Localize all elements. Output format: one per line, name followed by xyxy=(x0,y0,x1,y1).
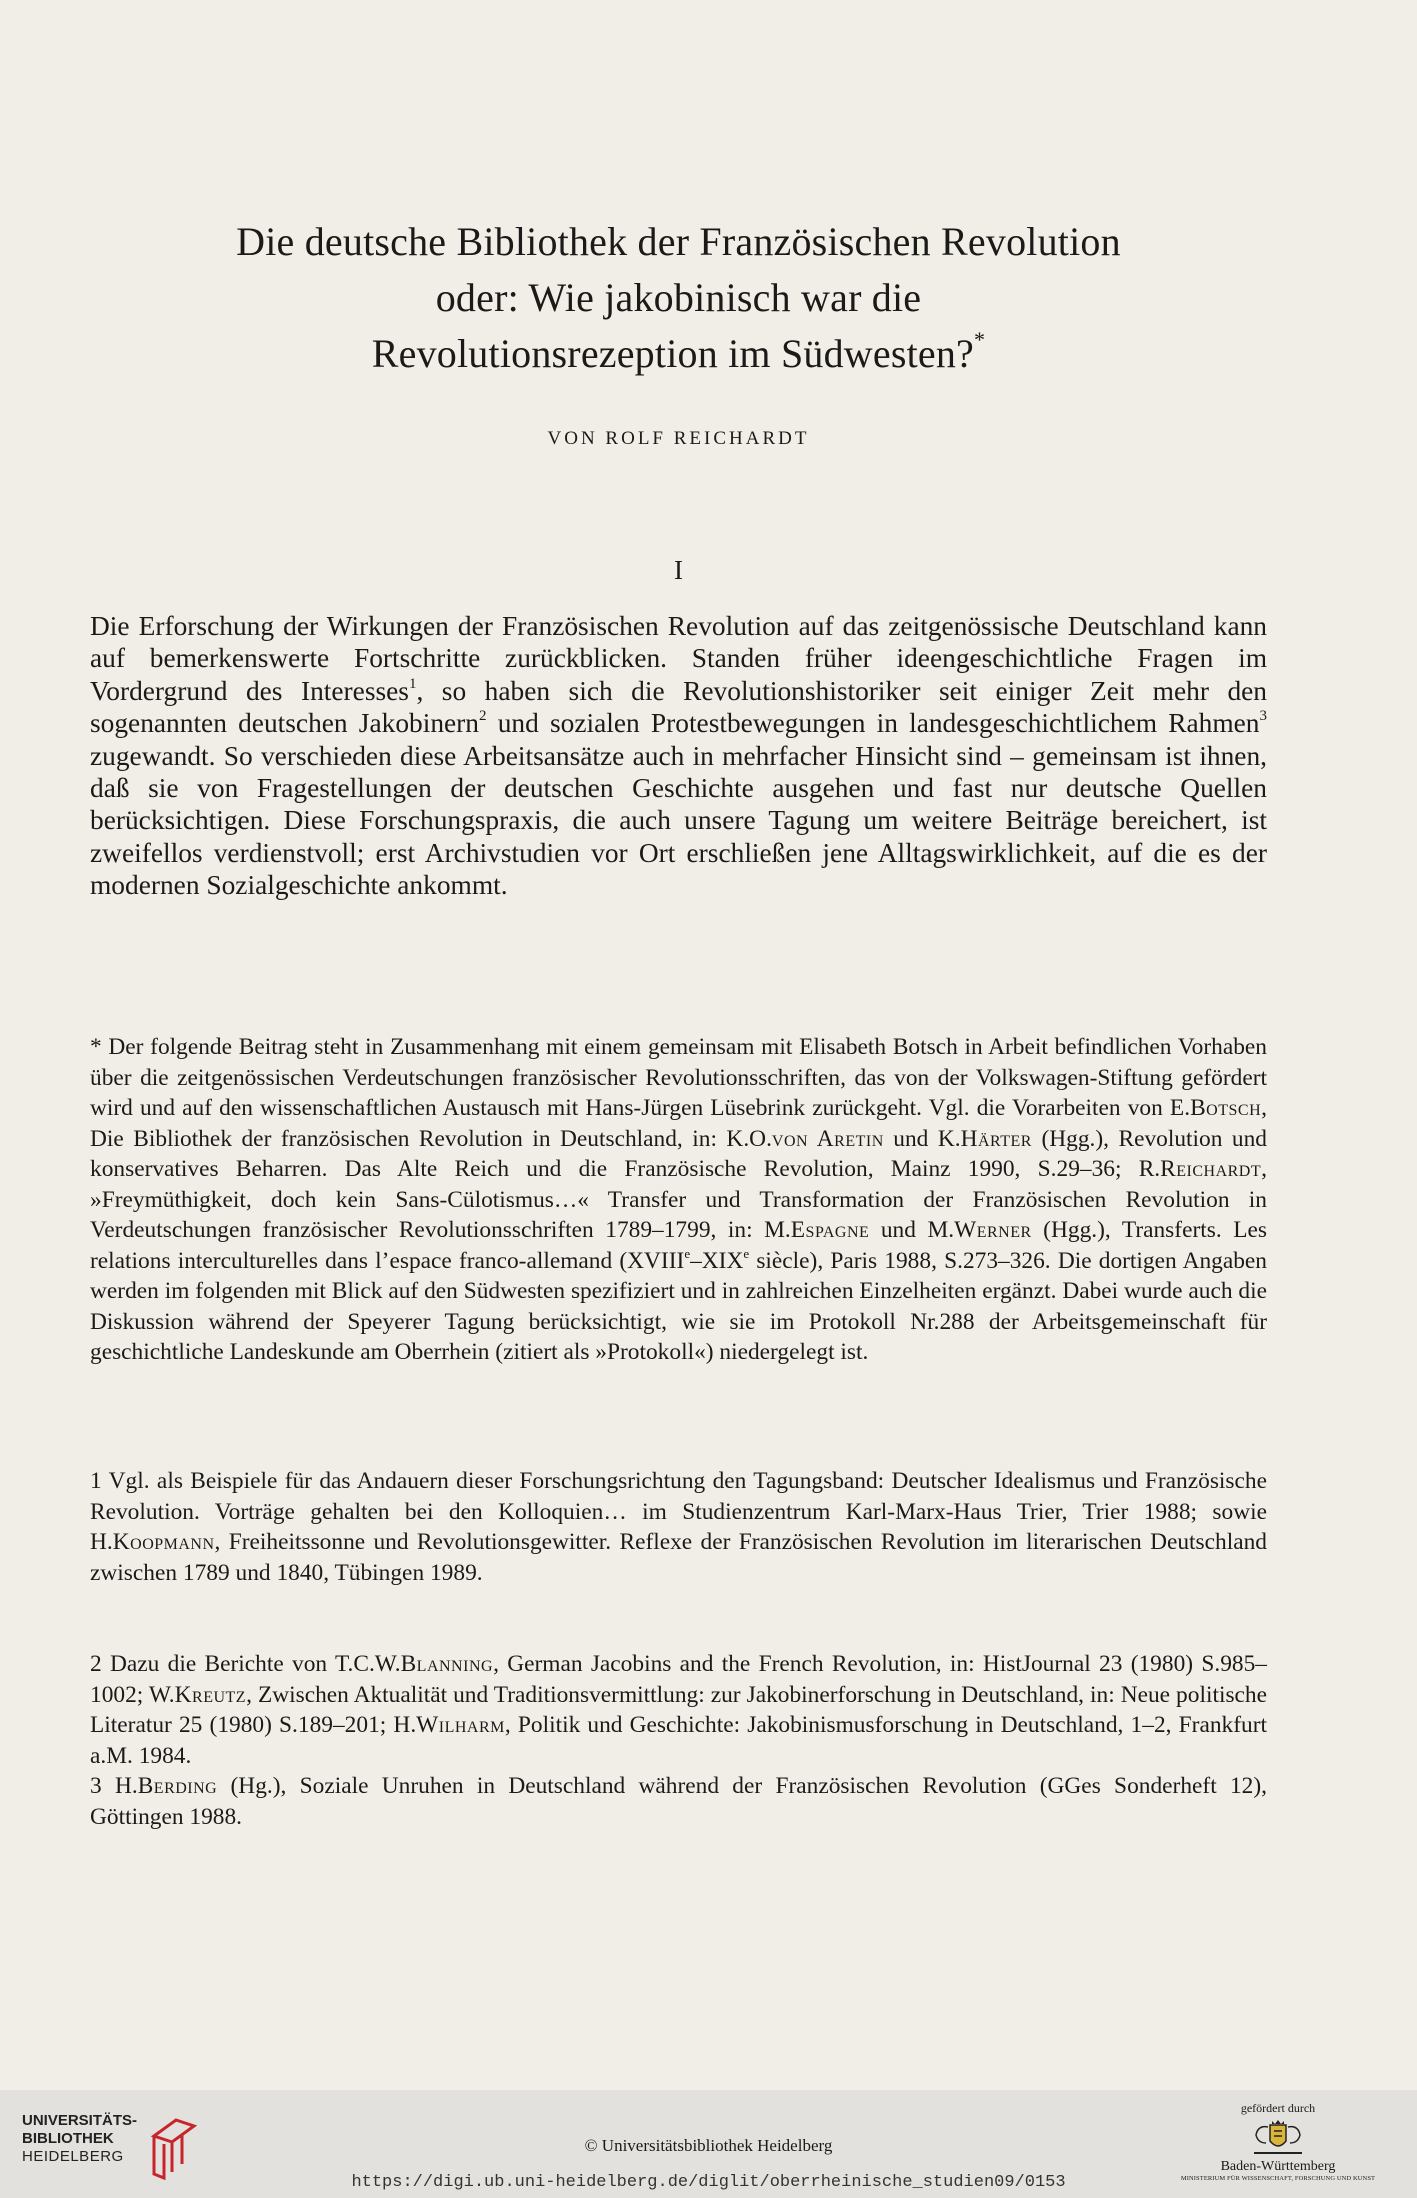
title-footnote-marker: * xyxy=(974,327,986,352)
article-title-line-1: Die deutsche Bibliothek der Französischen Revolution xyxy=(236,219,1121,264)
copyright-notice: © Universitätsbibliothek Heidelberg xyxy=(584,2136,833,2155)
footnote-1: 1 Vgl. als Beispiele für das Andauern dieser Forschungsrichtung den Tagungsband: Deutscher Idealismus und Französische Revolution. Vorträge gehalten bei den Kolloquien… im Studienzentrum Karl-Marx-Haus Trier, Trier 1988; sowie H.Koopmann, Freiheitssonne und Revolutionsgewitter. Reflexe der Französischen Revolution im literarischen Deutschland zwischen 1789 und 1840, Tübingen 1989. xyxy=(90,1468,1267,1586)
section-number: I xyxy=(674,555,683,585)
footnote-ref-2: 2 xyxy=(479,708,487,725)
body-paragraph: Die Erforschung der Wirkungen der Französischen Revolution auf das zeitgenössische Deutschland kann auf bemerkenswerte Fortschritte zurückblicken. Standen früher ideengeschichtliche Fragen im Vordergrund des Interesses$^1$, so haben sich die Revolutionshistoriker seit einiger Zeit mehr den sogenannten deutschen Jakobinern$^2$ und sozialen Protestbewegungen in landesgeschichtlichem Rahmen$^3$ zugewandt. So verschieden diese Arbeitsansätze auch in mehrfacher Hinsicht sind – gemeinsam ist ihnen, daß sie von Fragestellungen der deutschen Geschichte ausgehen und fast nur deutsche Quellen berücksichtigen. Diese Forschungspraxis, die auch unsere Tagung um weitere Beiträge bereichert, ist zweifellos verdienstvoll; erst Archivstudien vor Ort erschließen jene Alltagswirklichkeit, auf die es der modernen Sozialgeschichte ankommt. xyxy=(90,611,1267,901)
footnote-3: 3 H.Berding (Hg.), Soziale Unruhen in Deutschland während der Französischen Revolution (GGes Sonderheft 12), Göttingen 1988. xyxy=(90,1773,1267,1830)
footnote-ref-1: 1 xyxy=(408,675,417,692)
asterisk-note: * Der folgende Beitrag steht in Zusammenhang mit einem gemeinsam mit Elisabeth Botsch in Arbeit befindlichen Vorhaben über die zeitgenössischen Verdeutschungen französischer Revolutionsschriften, das von der Volkswagen-Stiftung gefördert wird und auf den wissenschaftlichen Austausch mit Hans-Jürgen Lüsebrink zurückgeht. Vgl. die Vorarbeiten von E.Botsch, Die Bibliothek der französischen Revolution in Deutschland, in: K.O.von Aretin und K.Härter (Hgg.), Revolution und konservatives Beharren. Das Alte Reich und die Französische Revolution, Mainz 1990, S.29–36; R.Reichardt, »Freymüthigkeit, doch kein Sans-Cülotismus…« Transfer und Transformation der Französischen Revolution in Verdeutschungen französischer Revolutionsschriften 1789–1799, in: M.Espagne und M.Werner (Hgg.), Transferts. Les relations interculturelles dans l’espace franco-allemand (XVIIIe–XIXe siècle), Paris 1988, S.273–326. Die dortigen Angaben werden im folgenden mit Blick auf den Südwesten spezifiziert und in zahlreichen Einzelheiten ergänzt. Dabei wurde auch die Diskussion während der Speyerer Tagung berücksichtigt, wie sie im Protokoll Nr.288 der Arbeitsgemeinschaft für geschichtliche Landeskunde am Oberrhein (zitiert als »Protokoll«) niedergelegt ist. xyxy=(90,1034,1268,1365)
coat-of-arms-icon xyxy=(1248,2119,1308,2157)
sponsor-block[interactable] xyxy=(1168,2101,1388,2191)
footnote-2: 2 Dazu die Berichte von T.C.W.Blanning, German Jacobins and the French Revolution, in: HistJournal 23 (1980) S.985–1002; W.Kreutz, Zwischen Aktualität und Traditionsvermittlung: zur Jakobinerforschung in Deutschland, in: Neue politische Literatur 25 (1980) S.189–201; H.Wilharm, Politik und Geschichte: Jakobinismusforschung in Deutschland, 1–2, Frankfurt a.M. 1984. xyxy=(90,1651,1267,1769)
article-title-line-2: oder: Wie jakobinisch war die xyxy=(435,275,922,320)
author-byline: VON ROLF REICHARDT xyxy=(547,428,810,449)
library-wordmark: UNIVERSITÄTS- BIBLIOTHEK HEIDELBERG xyxy=(22,2112,138,2165)
permalink-url[interactable]: https://digi.ub.uni-heidelberg.de/diglit/oberrheinische_studien09/0153 xyxy=(351,2173,1066,2192)
footnote-ref-3: 3 xyxy=(1259,708,1267,725)
article-title-line-3: Revolutionsrezeption im Südwesten?* xyxy=(371,327,986,376)
sponsor-name: Baden-Württemberg xyxy=(1220,2159,1336,2174)
sponsor-ministry: MINISTERIUM FÜR WISSENSCHAFT, FORSCHUNG UND KUNST xyxy=(1180,2175,1376,2182)
sponsor-label: gefördert durch xyxy=(1240,2101,1316,2115)
